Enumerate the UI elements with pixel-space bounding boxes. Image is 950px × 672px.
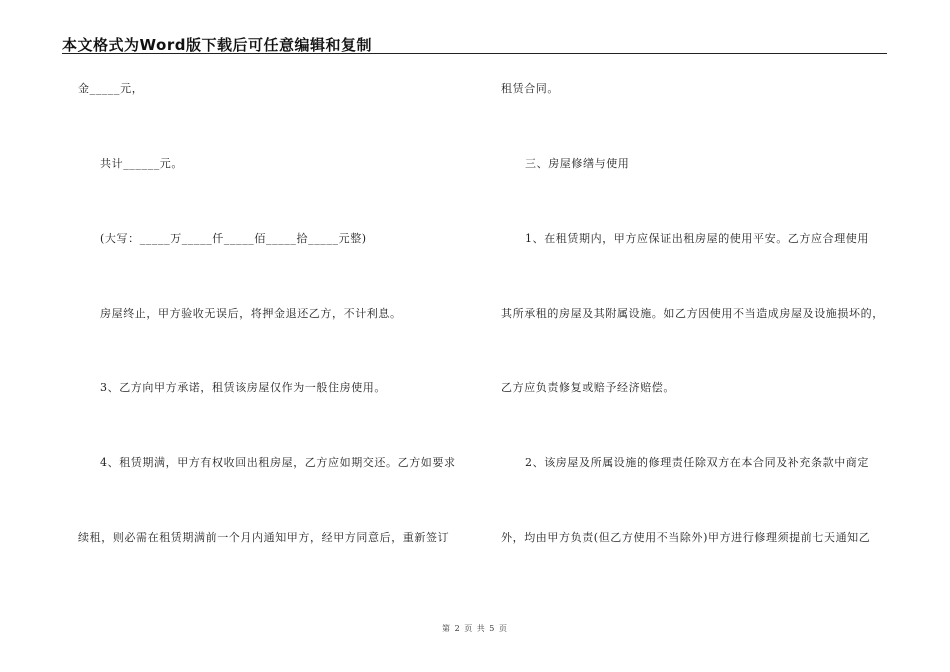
header-divider [62, 53, 887, 54]
left-line-6: 4、租赁期满，甲方有权收回出租房屋，乙方应如期交还。乙方如要求 [100, 456, 456, 469]
right-line-5: 乙方应负责修复或赔予经济赔偿。 [501, 381, 675, 394]
right-line-1: 租赁合同。 [501, 82, 559, 95]
page-number-footer: 第 2 页 共 5 页 [442, 624, 508, 633]
left-line-1: 金_____元， [78, 82, 144, 95]
right-line-2: 三、房屋修缮与使用 [525, 157, 630, 170]
right-line-7: 外，均由甲方负责(但乙方使用不当除外)甲方进行修理须提前七天通知乙 [501, 531, 871, 544]
left-line-5: 3、乙方向甲方承诺，租赁该房屋仅作为一般住房使用。 [100, 381, 386, 394]
document-header-title: 本文格式为Word版下载后可任意编辑和复制 [62, 36, 372, 54]
right-line-3: 1、在租赁期内，甲方应保证出租房屋的使用平安。乙方应合理使用 [525, 232, 869, 245]
right-line-4: 其所承租的房屋及其附属设施。如乙方因使用不当造成房屋及设施损坏的， [501, 307, 884, 320]
right-line-6: 2、该房屋及所属设施的修理责任除双方在本合同及补充条款中商定 [525, 456, 869, 469]
left-line-4: 房屋终止，甲方验收无误后，将押金退还乙方，不计利息。 [100, 307, 402, 320]
left-line-2: 共计______元。 [100, 157, 183, 170]
left-line-7: 续租，则必需在租赁期满前一个月内通知甲方，经甲方同意后，重新签订 [78, 531, 450, 544]
left-line-3: (大写：_____万_____仟_____佰_____拾_____元整) [100, 232, 367, 245]
